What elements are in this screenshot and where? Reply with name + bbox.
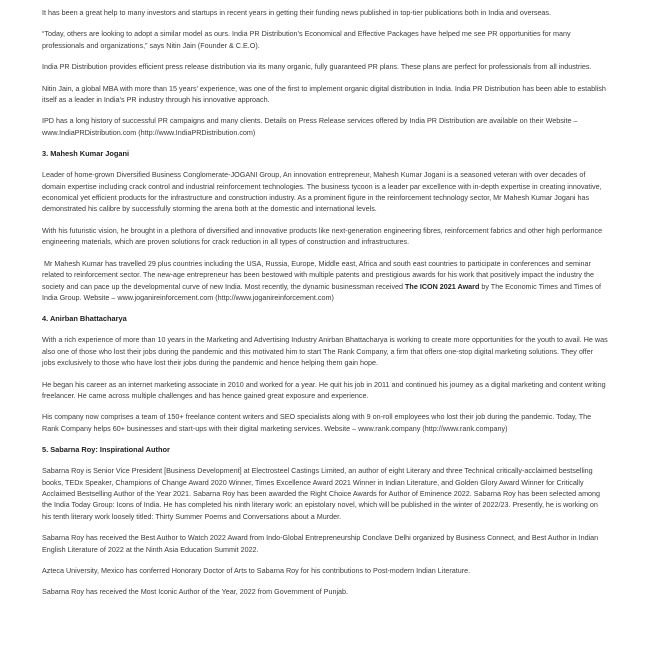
paragraph: It has been a great help to many investors and startups in recent years in getting their funding news published in top-tier publications both in India and overseas. bbox=[42, 8, 552, 17]
article-body bbox=[42, 0, 608, 608]
paragraph: IPD has a long history of successful PR campaigns and many clients. Details on Press Release services offered by India PR Distribution are available on their Website – www.IndiaPRDistribution.com (http://www.IndiaPRDistribution.com) bbox=[42, 116, 578, 137]
paragraph: Nitin Jain, a global MBA with more than 15 years’ experience, was one of the first to implement organic digital distribution in India. India PR Distribution has been able to establish itself as a leader in India’s PR industry through his innovative approach. bbox=[42, 83, 606, 105]
section-heading-5: 5. Sabarna Roy: Inspirational Author bbox=[42, 445, 170, 455]
paragraph: Leader of home-grown Diversified Business Conglomerate-JOGANI Group, An innovation entrepreneur, Mahesh Kumar Jogani is a seasoned veteran with over decades of domain expertise including crack control and industrial reinforcement technologies. The business tycoon is a leader par excellence with in-depth expertise in creating innovative, economical yet efficient products for the infrastructure and construction industry. As a prominent figure in the reinforcement technology sector, Mr Mahesh Kumar Jogani has demonstrated his calibre by successfully storming the arena both at the domestic and international levels. bbox=[42, 170, 602, 214]
section-heading-3: 3. Mahesh Kumar Jogani bbox=[42, 149, 130, 159]
cut-off-text-line bbox=[42, 0, 608, 3]
paragraph-text: by The Economic Times and Times of India Group. Website – www.joganireinforcement.com (http://www.joganireinforcement.com) bbox=[42, 281, 602, 302]
paragraph: India PR Distribution provides efficient press release distribution via its many organic, fully guaranteed PR plans. These plans are perfect for professionals from all industries. bbox=[42, 62, 592, 72]
award-name: The ICON 2021 Award bbox=[405, 281, 480, 291]
paragraph: Sabarna Roy has received the Most Iconic Author of the Year, 2022 from Government of Punjab. bbox=[42, 587, 349, 597]
paragraph: He began his career as an internet marketing associate in 2010 and worked for a year. He quit his job in 2011 and continued his journey as a digital marketing and content writing freelancer. He came across multiple challenges and has hence gained great exposure and experience. bbox=[42, 379, 606, 400]
paragraph: Azteca University, Mexico has conferred Honorary Doctor of Arts to Sabarna Roy for his contributions to Post-modern Indian Literature. bbox=[42, 566, 471, 575]
paragraph bbox=[42, 258, 608, 304]
paragraph: Sabarna Roy has received the Best Author to Watch 2022 Award from Indo-Global Entrepreneurship Conclave Delhi organized by Business Connect, and Best Author in Indian English Literature of 2022 at the Ninth Asia Education Summit 2022. bbox=[42, 533, 599, 554]
paragraph: With a rich experience of more than 10 years in the Marketing and Advertising Industry Anirban Bhattacharya is working to create more opportunities for the youth to avail. He was also one of those who lost their jobs during the pandemic and this motivated him to start The Rank Company, a firm that offers one-stop digital marketing solutions. They offer jobs exclusively to those who have lost their jobs during the pandemic and hence helping them gain hope. bbox=[42, 335, 608, 368]
paragraph: Sabarna Roy is Senior Vice President [Business Development] at Electrosteel Castings Limited, an author of eight Literary and three Technical critically-acclaimed bestselling books, TEDx Speaker, Champions of Change Award 2020 Winner, Times Excellence Award 2021 Winner in Indian Literature, and Golden Glory Award Winner for Critically Acclaimed Bestselling Author of the Year 2021. Sabarna Roy has been awarded the Right Choice Awards for Author of Eminence 2022. Sabarna Roy has been selected among the India Today Group: Icons of India. He has completed his ninth literary work: an epistolary novel, which will be published in the winter of 2022/23. Presently, he is working on his tenth literary work loosely titled: Thirty Summer Poems and Conversations about a Murder. bbox=[42, 466, 601, 521]
paragraph: With his futuristic vision, he brought in a plethora of diversified and innovative products like next-generation engineering fibres, reinforcement fabrics and other high performance engineering materials, which are proven solutions for crack reduction in all types of construction and infrastructures. bbox=[42, 225, 603, 247]
paragraph-text: Mr Mahesh Kumar has travelled 29 plus countries including the USA, Russia, Europe, Middle east, Africa and south east countries to participate in conferences and seminar related to reinforcement sector. The new-age entrepreneur has been bestowed with multiple patents and prestigious awards for his work that positively impact the industry the society and can pace up the developmental curve of new India. Most recently, the dynamic businessman received bbox=[42, 258, 595, 291]
paragraph: “Today, others are looking to adopt a similar model as ours. India PR Distribution’s Economical and Effective Packages have helped me see PR opportunities for many professionals and organizations,” says Nitin Jain (Founder & C.E.O). bbox=[42, 29, 571, 50]
section-heading-4: 4. Anirban Bhattacharya bbox=[42, 314, 127, 324]
paragraph: His company now comprises a team of 150+ freelance content writers and SEO specialists along with 9 on-roll employees who lost their job during the pandemic. Today, The Rank Company helps 60+ businesses and start-ups with their digital marketing services. Website – www.rank.company (http://www.rank.company) bbox=[42, 412, 592, 433]
